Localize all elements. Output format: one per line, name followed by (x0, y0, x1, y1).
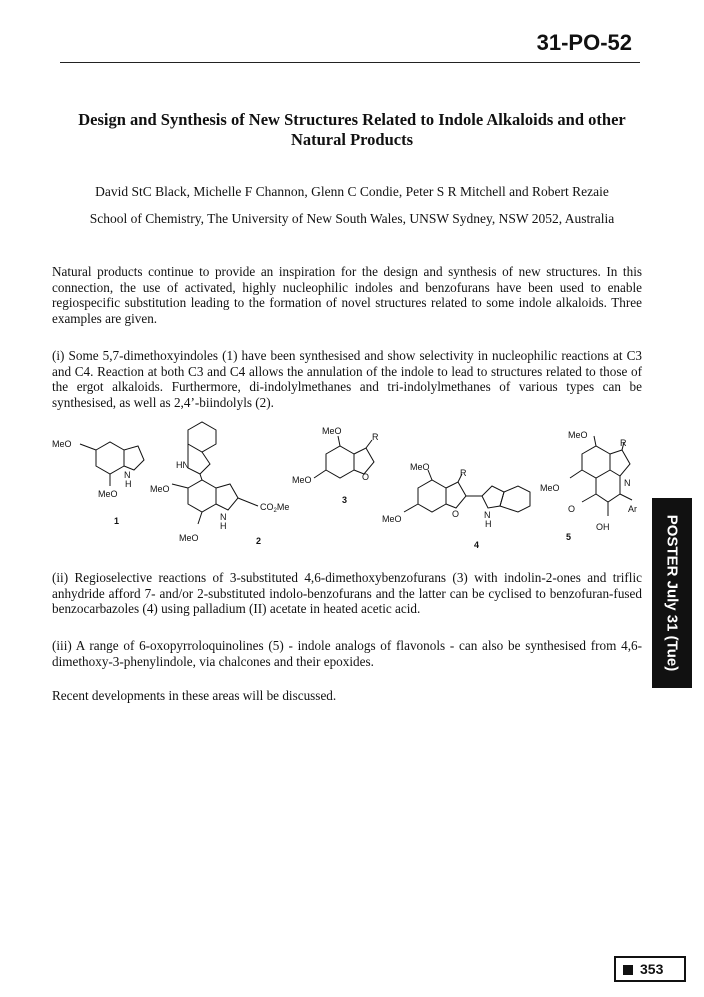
compound-1-structure (52, 439, 144, 526)
compound-4-meo-top: MeO (410, 462, 430, 472)
compound-2-label: 2 (256, 536, 262, 546)
compound-2-structure (150, 422, 289, 546)
compound-5-o: O (568, 504, 576, 514)
compound-3-r: R (372, 432, 379, 442)
compound-4-o: O (452, 509, 460, 519)
compound-2-meo-bottom: MeO (179, 533, 199, 543)
chemical-structures-scheme (48, 420, 648, 555)
compound-2-h: H (220, 521, 227, 531)
compound-1-h: H (125, 479, 132, 489)
abstract-code: 31-PO-52 (536, 30, 632, 55)
affiliation: School of Chemistry, The University of New South Wales, UNSW Sydney, NSW 2052, Australia (89, 211, 615, 226)
compound-3-meo-left: MeO (292, 475, 312, 485)
compound-4-meo-left: MeO (382, 514, 402, 524)
compound-5-structure (540, 430, 637, 542)
compound-2-meo-left: MeO (150, 484, 170, 494)
closing-paragraph: Recent developments in these areas will be discussed. (52, 688, 337, 703)
compound-4-label: 4 (474, 540, 480, 550)
page-number-box (614, 956, 686, 982)
compound-4-n: N (484, 510, 491, 520)
compound-4-h: H (485, 519, 492, 529)
compound-3-label: 3 (342, 495, 348, 505)
compound-2-n: N (220, 512, 227, 522)
header-rule (60, 62, 640, 63)
compound-3-meo-top: MeO (322, 426, 342, 436)
compound-5-meo-top: MeO (568, 430, 588, 440)
compound-3-o: O (362, 472, 370, 482)
compound-5-oh: OH (596, 522, 610, 532)
compound-3-structure (292, 426, 379, 505)
compound-4-r: R (460, 468, 467, 478)
authors: David StC Black, Michelle F Channon, Glenn C Condie, Peter S R Mitchell and Robert Rezaie (95, 184, 609, 199)
compound-4-structure (382, 462, 530, 550)
compound-1-label: 1 (114, 516, 120, 526)
compound-1-meo-bottom: MeO (98, 489, 118, 499)
poster-session-tab (652, 498, 692, 688)
page-number: 353 (640, 961, 664, 977)
paper-title: Design and Synthesis of New Structures Related to Indole Alkaloids and other Natural Products (78, 110, 626, 149)
compound-5-label: 5 (566, 532, 572, 542)
compound-1-n: N (124, 470, 131, 480)
compound-1-meo-top: MeO (52, 439, 72, 449)
compound-5-r: R (620, 438, 627, 448)
part-iii-paragraph: (iii) A range of 6-oxopyrroloquinolines (5) - indole analogs of flavonols - can also be synthesised from 4,6-dimethoxy-3-phenylindole, via chalcones and their epoxides. (52, 638, 642, 669)
part-i-paragraph: (i) Some 5,7-dimethoxyindoles (1) have been synthesised and show selectivity in nucleophilic reactions at C3 and C4. Reaction at both C3 and C4 allows the annulation of the indole to lead to structures related to those of the ergot alkaloids. Furthermore, di-indolylmethanes and tri-indolylmethanes of various types can be synthesised, as well as 2,4’-biindolyls (2). (52, 348, 642, 410)
compound-5-n: N (624, 478, 631, 488)
compound-2-hn: HN (176, 460, 189, 470)
poster-session-label: POSTER July 31 (Tue) (663, 514, 681, 672)
part-ii-paragraph: (ii) Regioselective reactions of 3-substituted 4,6-dimethoxybenzofurans (3) with indolin-2-ones and triflic anhydride afford 7- and/or 2-substituted indolo-benzofurans and the latter can be cyclised to benzofuran-fused benzocarbazoles (4) using palladium (II) acetate in heated acetic acid. (52, 570, 642, 617)
compound-2-ester: $CO_2Me$ (260, 502, 290, 514)
intro-paragraph: Natural products continue to provide an inspiration for the design and synthesis of new structures. In this connection, the use of activated, highly nucleophilic indoles and benzofurans have been used to enable regiospecific substitution leading to the formation of novel structures related to some indole alkaloids. Three examples are given. (52, 264, 642, 326)
square-icon (623, 965, 633, 975)
compound-5-ar: Ar (628, 504, 637, 514)
compound-5-meo-left: MeO (540, 483, 560, 493)
